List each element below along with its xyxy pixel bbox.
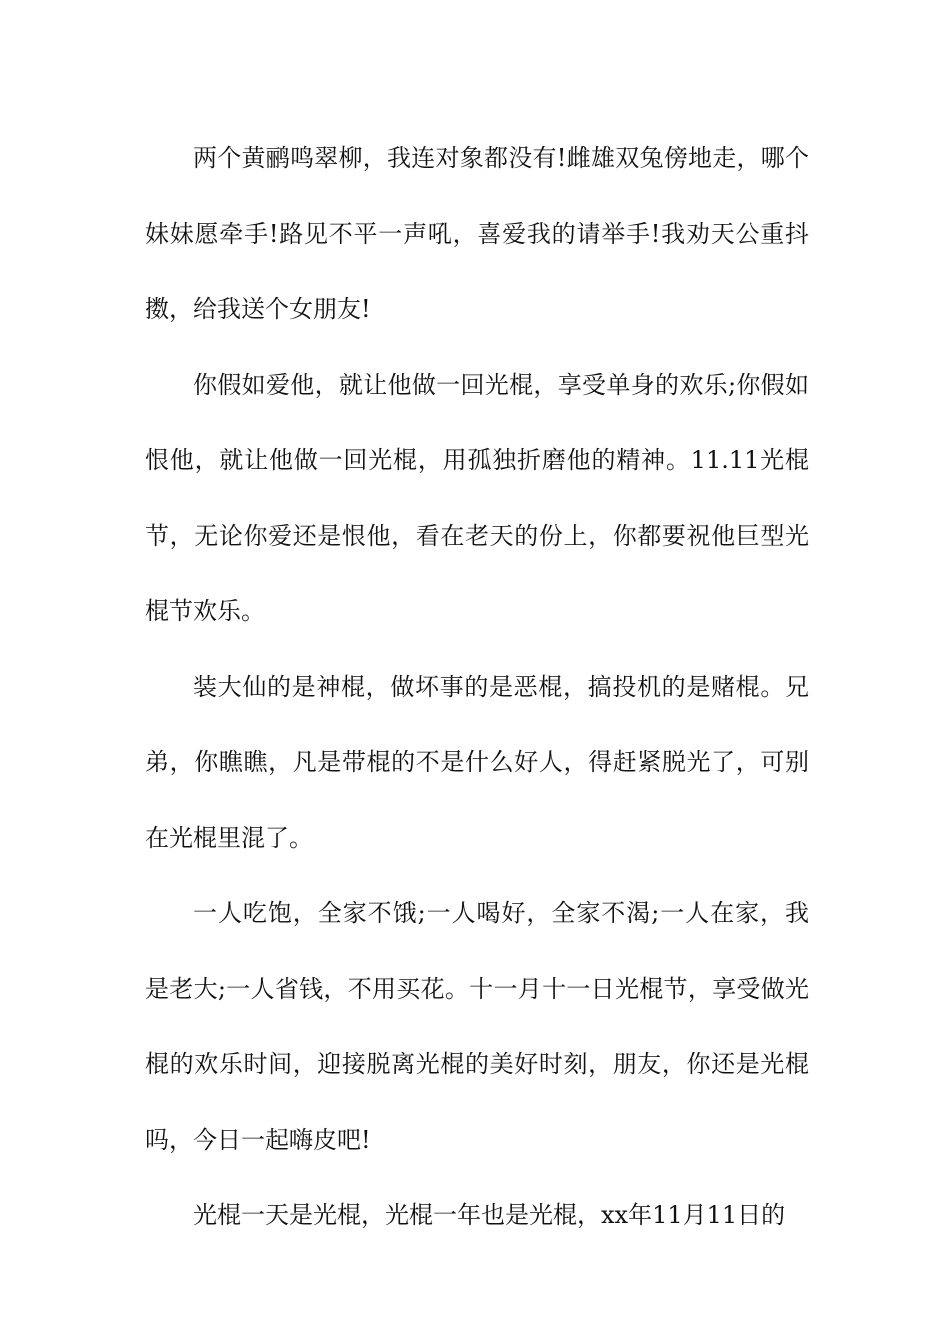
paragraph-5: 光棍一天是光棍，光棍一年也是光棍，xx年11月11日的	[193, 1201, 786, 1229]
paragraph-3: 装大仙的是神棍，做坏事的是恶棍，搞投机的是赌棍。兄弟，你瞧瞧，凡是带棍的不是什么好人，得赶紧脱光了，可别在光棍里混了。	[145, 672, 809, 852]
document-body	[145, 121, 809, 1254]
paragraph-1: 两个黄鹂鸣翠柳，我连对象都没有!雌雄双兔傍地走，哪个妹妹愿牵手!路见不平一声吼，喜爱我的请举手!我劝天公重抖擞，给我送个女朋友!	[145, 144, 809, 323]
paragraph-2: 你假如爱他，就让他做一回光棍，享受单身的欢乐;你假如恨他，就让他做一回光棍，用孤独折磨他的精神。11.11光棍节，无论你爱还是恨他，看在老天的份上，你都要祝他巨型光棍节欢乐。	[145, 370, 809, 625]
paragraph-4: 一人吃饱，全家不饿;一人喝好，全家不渴;一人在家，我是老大;一人省钱，不用买花。十一月十一日光棍节，享受做光棍的欢乐时间，迎接脱离光棍的美好时刻，朋友，你还是光棍吗，今日一起嗨皮吧!	[145, 899, 809, 1154]
